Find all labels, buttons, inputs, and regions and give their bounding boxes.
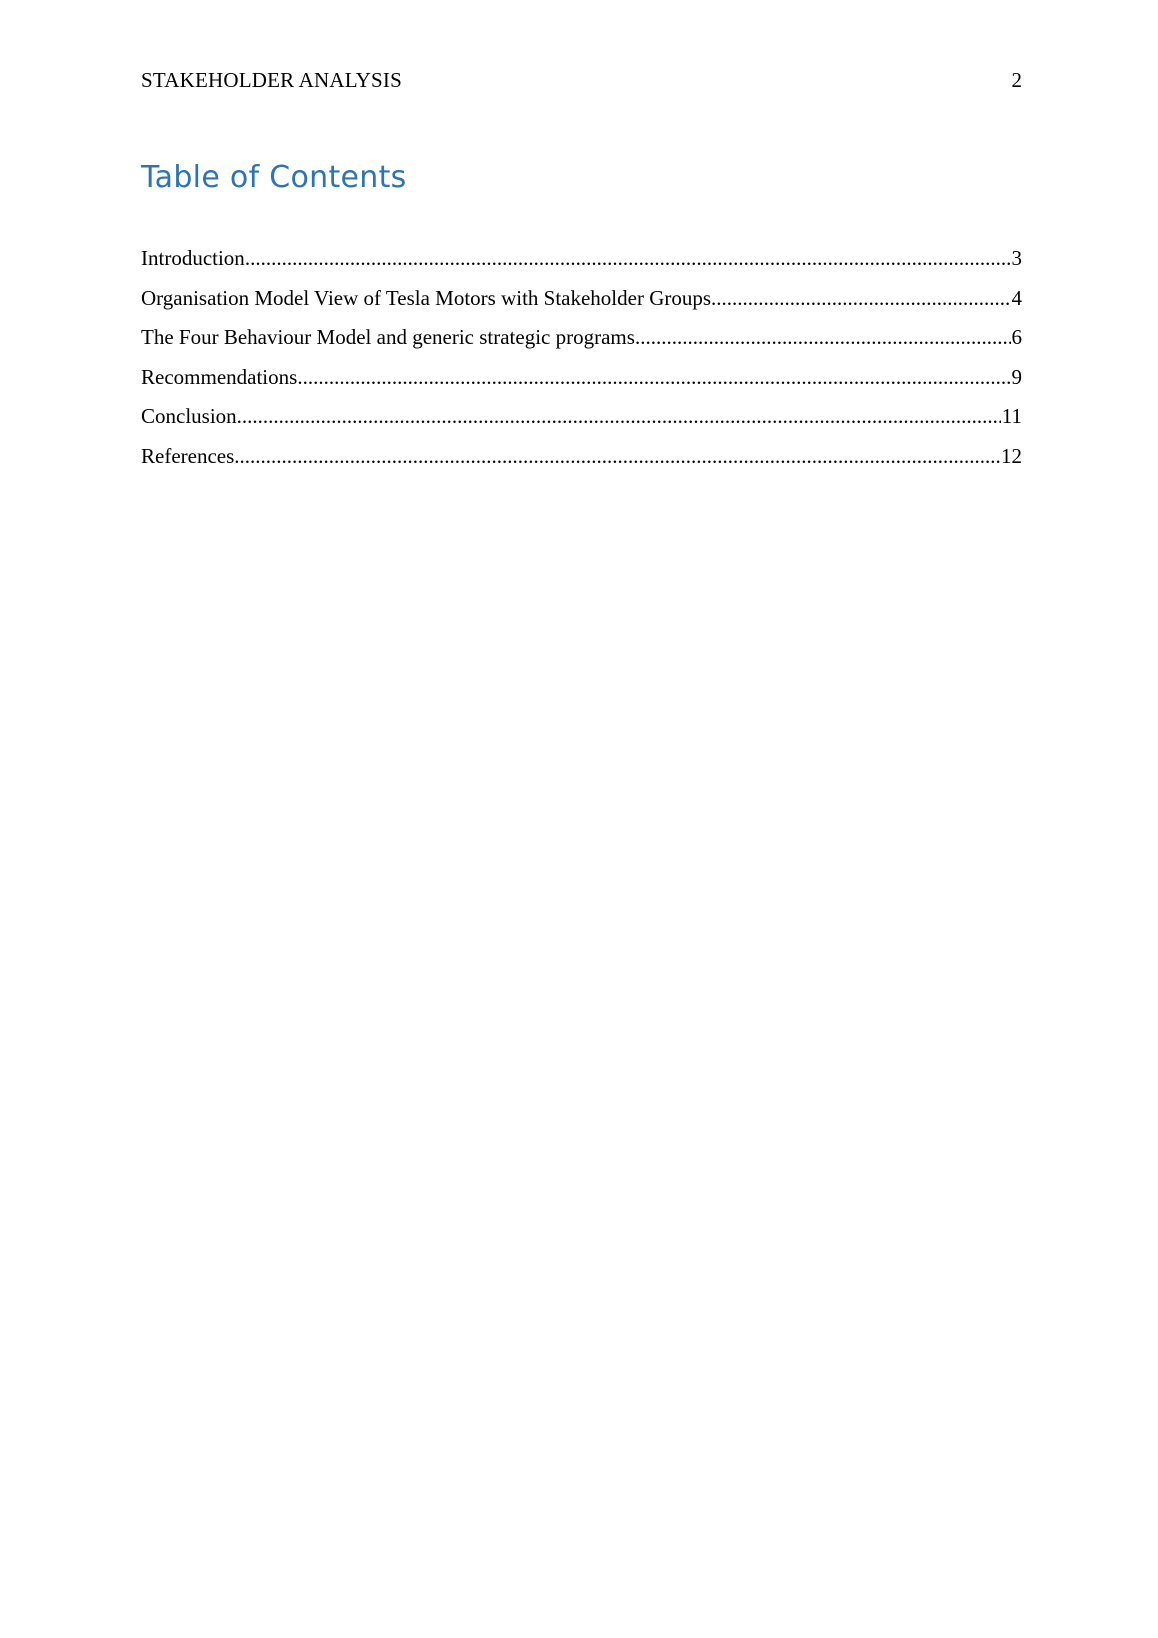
toc-entry-page: 4 bbox=[1011, 285, 1022, 310]
toc-dot-leader bbox=[635, 325, 1011, 350]
toc-entry-label: Conclusion bbox=[141, 404, 237, 428]
toc-dot-leader bbox=[297, 365, 1010, 390]
toc-entry-label: References bbox=[141, 443, 235, 468]
page-header bbox=[141, 68, 1022, 98]
toc-entry-recommendations[interactable] bbox=[141, 365, 1022, 405]
toc-entry-four-behaviour-model[interactable] bbox=[141, 325, 1022, 365]
toc-entry-label: Introduction bbox=[141, 246, 245, 270]
toc-entry-label: Organisation Model View of Tesla Motors with Stakeholder Groups bbox=[141, 285, 712, 310]
toc-entry-page: 11 bbox=[1001, 404, 1022, 428]
page-number: 2 bbox=[1011, 68, 1022, 92]
toc-entry-label: The Four Behaviour Model and generic strategic programs bbox=[141, 325, 635, 349]
toc-entry-page: 6 bbox=[1011, 325, 1022, 349]
toc-entry-page: 9 bbox=[1011, 364, 1022, 389]
toc-dot-leader bbox=[237, 404, 1001, 429]
toc-entry-introduction[interactable] bbox=[141, 246, 1022, 286]
running-title: STAKEHOLDER ANALYSIS bbox=[141, 68, 402, 92]
toc-dot-leader bbox=[711, 286, 1010, 311]
toc-dot-leader bbox=[234, 444, 1000, 469]
toc-entry-organisation-model[interactable] bbox=[141, 286, 1022, 326]
toc-heading: Table of Contents bbox=[141, 160, 407, 195]
toc-entry-conclusion[interactable] bbox=[141, 404, 1022, 444]
toc-entry-page: 3 bbox=[1011, 246, 1022, 270]
toc-list bbox=[141, 246, 1022, 483]
toc-dot-leader bbox=[245, 246, 1011, 271]
toc-entry-references[interactable] bbox=[141, 444, 1022, 484]
toc-entry-label: Recommendations bbox=[141, 364, 298, 389]
toc-entry-page: 12 bbox=[1001, 443, 1022, 468]
